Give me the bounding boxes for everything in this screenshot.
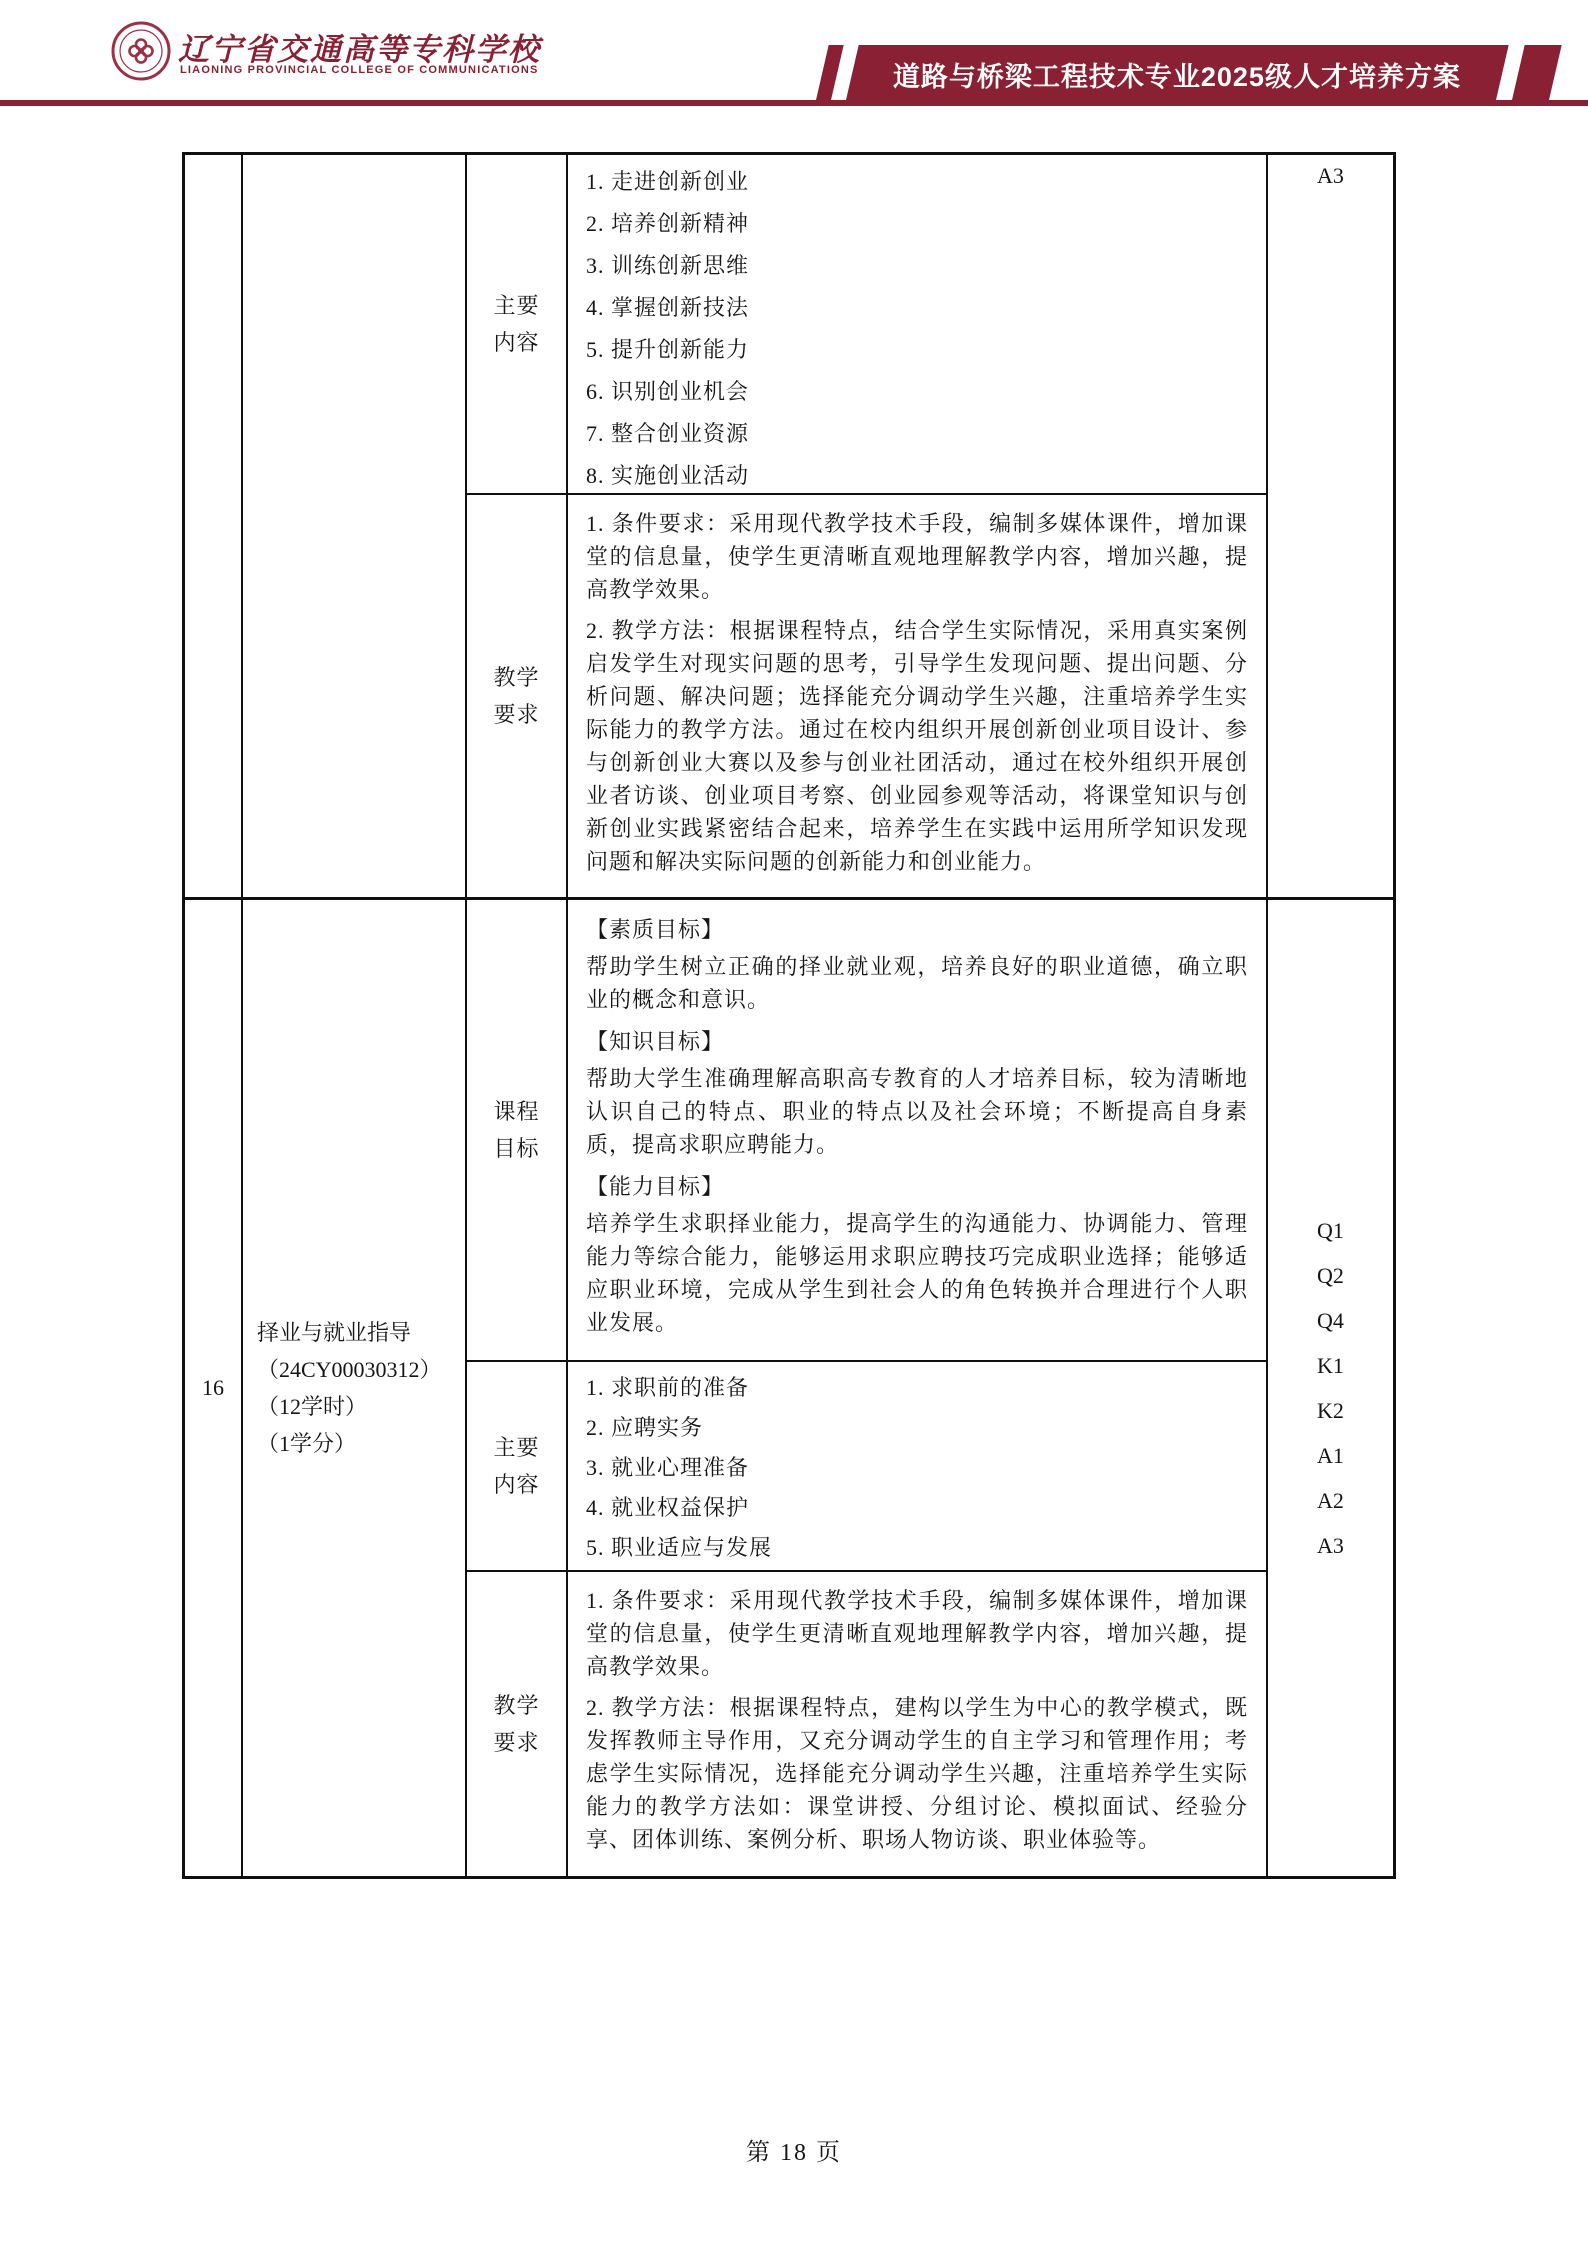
program-banner (845, 45, 1508, 103)
list-item: 2. 应聘实务 (586, 1414, 704, 1440)
section-label-text: 课程目标 (493, 1099, 540, 1161)
page-footer (0, 2132, 1588, 2167)
section-label-text: 教学要求 (493, 665, 540, 727)
teaching-requirements-text (568, 1572, 1266, 1876)
main-content-list (568, 155, 1266, 493)
table-row-16 (185, 900, 1393, 1876)
sections-cell (467, 155, 1268, 897)
code-badge: Q4 (1317, 1308, 1344, 1333)
list-item: 2. 培养创新精神 (586, 210, 750, 236)
goal-heading: 【能力目标】 (586, 1174, 725, 1199)
header-rule (0, 100, 1588, 106)
goal-heading: 【素质目标】 (586, 917, 725, 942)
code-badge: K2 (1317, 1398, 1344, 1423)
code-badge: A3 (1317, 163, 1344, 188)
section-label (467, 1572, 568, 1876)
row-number-cell (185, 155, 243, 897)
goal-text: 培养学生求职择业能力，提高学生的沟通能力、协调能力、管理能力等综合能力，能够运用求职应聘技巧完成职业选择；能够适应职业环境，完成从学生到社会人的角色转换并合理进行个人职业发展。 (586, 1211, 1248, 1335)
codes-cell (1268, 900, 1393, 1876)
list-item: 8. 实施创业活动 (586, 462, 750, 488)
list-item: 7. 整合创业资源 (586, 420, 750, 446)
section-teaching-requirements (467, 495, 1266, 897)
college-name-cn: 辽宁省交通高等专科学校 (178, 32, 541, 67)
college-seal-icon (110, 20, 172, 82)
section-label (467, 900, 568, 1360)
row-number: 16 (202, 1375, 224, 1400)
section-label-text: 主要内容 (493, 1435, 540, 1497)
banner-left-stripe (815, 45, 843, 103)
list-item: 5. 职业适应与发展 (586, 1534, 773, 1560)
main-content-list (568, 1362, 1266, 1570)
course-name-line: （24CY00030312） (257, 1357, 442, 1382)
section-main-content (467, 1362, 1266, 1572)
list-item: 4. 掌握创新技法 (586, 294, 750, 320)
page-number: 第 18 页 (746, 2140, 842, 2166)
course-name-cell (243, 900, 467, 1876)
banner-title: 道路与桥梁工程技术专业2025级人才培养方案 (892, 61, 1462, 92)
teaching-requirements-text (568, 495, 1266, 897)
teaching-paragraph: 1. 条件要求：采用现代教学技术手段，编制多媒体课件，增加课堂的信息量，使学生更清晰直观地理解教学内容，增加兴趣，提高教学效果。 (586, 511, 1248, 602)
row-number-cell (185, 900, 243, 1876)
section-label-text: 教学要求 (493, 1693, 540, 1755)
goal-text: 帮助学生树立正确的择业就业观，培养良好的职业道德，确立职业的概念和意识。 (586, 954, 1248, 1012)
goal-text: 帮助大学生准确理解高职高专教育的人才培养目标，较为清晰地认识自己的特点、职业的特点以及社会环境；不断提高自身素质，提高求职应聘能力。 (586, 1066, 1248, 1157)
list-item: 1. 走进创新创业 (586, 168, 750, 194)
course-name-line: （12学时） (257, 1394, 368, 1419)
course-name-cell (243, 155, 467, 897)
goal-heading: 【知识目标】 (586, 1029, 725, 1054)
section-course-goals (467, 900, 1266, 1362)
list-item: 6. 识别创业机会 (586, 378, 750, 404)
course-name-line: （1学分） (257, 1431, 357, 1456)
list-item: 4. 就业权益保护 (586, 1494, 750, 1520)
sections-cell (467, 900, 1268, 1876)
codes-cell (1268, 155, 1393, 897)
code-badge: K1 (1317, 1353, 1344, 1378)
banner-right-stripe (1511, 45, 1561, 103)
code-badge: Q2 (1317, 1263, 1344, 1288)
college-name-en: LIAONING PROVINCIAL COLLEGE OF COMMUNICATIONS (180, 64, 539, 76)
section-label (467, 495, 568, 897)
code-badge: A3 (1317, 1533, 1344, 1558)
code-badge: A1 (1317, 1443, 1344, 1468)
section-main-content (467, 155, 1266, 495)
code-badge: Q1 (1317, 1218, 1344, 1243)
teaching-paragraph: 2. 教学方法：根据课程特点，建构以学生为中心的教学模式，既发挥教师主导作用，又充分调动学生的自主学习和管理作用；考虑学生实际情况，选择能充分调动学生兴趣，注重培养学生实际能力的教学方法如：课堂讲授、分组讨论、模拟面试、经验分享、团体训练、案例分析、职场人物访谈、职业体验等。 (586, 1695, 1248, 1852)
list-item: 5. 提升创新能力 (586, 336, 750, 362)
teaching-paragraph: 2. 教学方法：根据课程特点，结合学生实际情况，采用真实案例启发学生对现实问题的思考，引导学生发现问题、提出问题、分析问题、解决问题；选择能充分调动学生兴趣，注重培养学生实际能力的教学方法。通过在校内组织开展创新创业项目设计、参与创新创业大赛以及参与创业社团活动，通过在校外组织开展创业者访谈、创业项目考察、创业园参观等活动，将课堂知识与创新创业实践紧密结合起来，培养学生在实践中运用所学知识发现问题和解决实际问题的创新能力和创业能力。 (586, 618, 1248, 874)
section-label (467, 1362, 568, 1570)
list-item: 3. 就业心理准备 (586, 1454, 750, 1480)
course-goals-text (568, 900, 1266, 1360)
table-row-15 (185, 155, 1393, 900)
list-item: 1. 求职前的准备 (586, 1374, 750, 1400)
section-teaching-requirements (467, 1572, 1266, 1876)
list-item: 3. 训练创新思维 (586, 252, 750, 278)
course-table (182, 152, 1396, 1879)
course-name-line: 择业与就业指导 (257, 1320, 412, 1345)
teaching-paragraph: 1. 条件要求：采用现代教学技术手段，编制多媒体课件，增加课堂的信息量，使学生更清晰直观地理解教学内容，增加兴趣，提高教学效果。 (586, 1588, 1248, 1679)
section-label (467, 155, 568, 493)
code-badge: A2 (1317, 1488, 1344, 1513)
section-label-text: 主要内容 (493, 293, 540, 355)
